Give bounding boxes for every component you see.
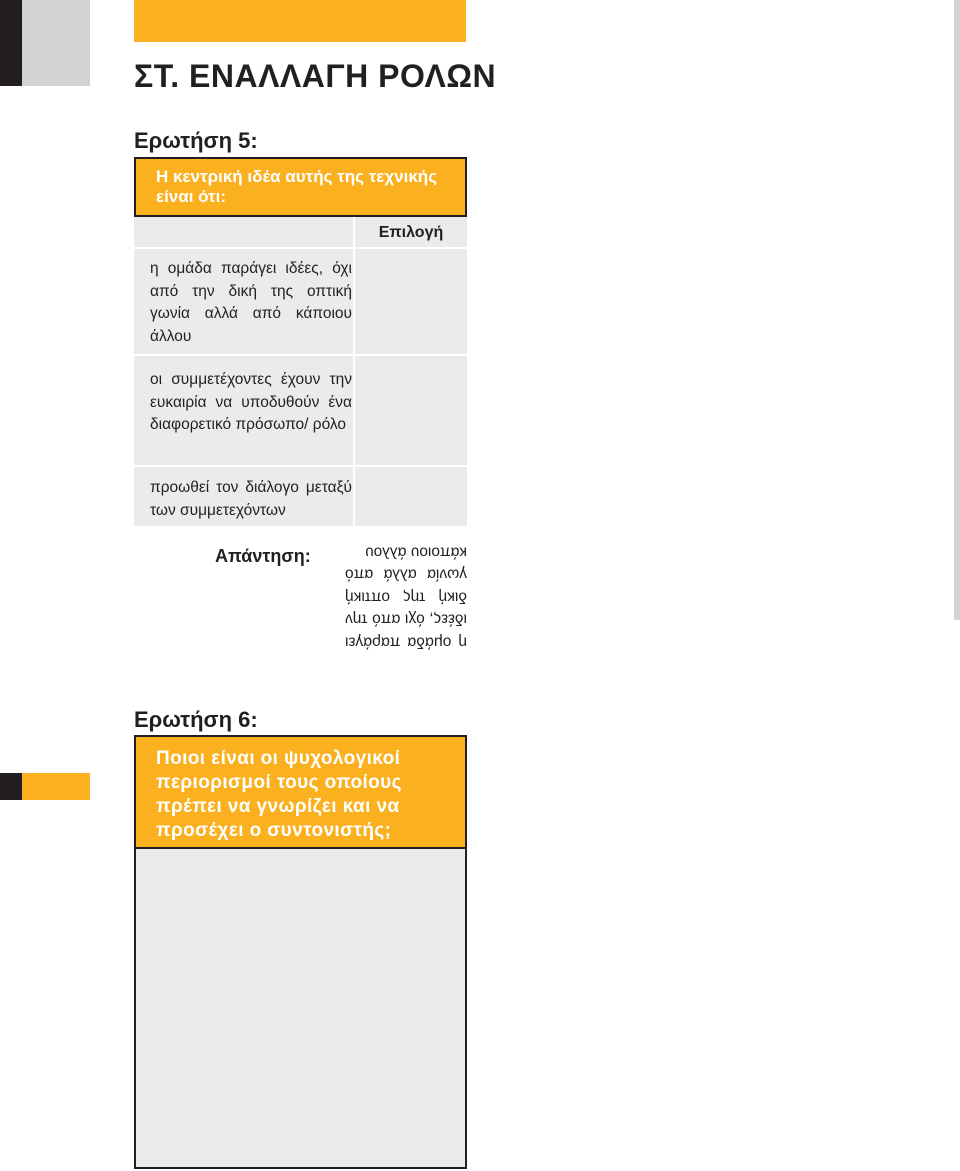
option-row-1[interactable]: η ομάδα παράγει ιδέες, όχι από την δική της οπτική γωνία αλλά από κάποιου άλλου (150, 260, 352, 345)
option-row-3[interactable]: προωθεί τον διάλογο μεταξύ των συμμετεχόντων (150, 479, 352, 519)
table-column-divider (353, 217, 355, 526)
answer-text-inverted: η ομάδα παράγει ιδέες, όχι από την δική της οπτική γωνία αλλά από κάποιου άλλου (345, 543, 467, 651)
question-6-label: Ερωτήση 6: (134, 707, 258, 732)
side-mark-black-mid (0, 773, 22, 800)
side-mark-gray (22, 0, 90, 86)
answer-label: Απάντηση: (215, 546, 311, 566)
table-row-divider (134, 465, 467, 467)
table-row-divider (134, 354, 467, 356)
table-row-divider (134, 247, 467, 249)
options-table (134, 217, 467, 526)
answer-area[interactable] (134, 849, 467, 1169)
section-title: ΣΤ. ΕΝΑΛΛΑΓΗ ΡΟΛΩΝ (134, 58, 497, 94)
side-mark-orange-mid (22, 773, 90, 800)
side-mark-black (0, 0, 22, 86)
question-5-prompt: Η κεντρική ιδέα αυτής της τεχνικής είναι ότι: (134, 157, 467, 217)
question-6-prompt: Ποιοι είναι οι ψυχολογικοί περιορισμοί τους οποίους πρέπει να γνωρίζει και να προσέχει ο συντονιστής; (134, 735, 467, 849)
right-edge-mark (954, 0, 960, 620)
question-5-label: Ερωτήση 5: (134, 128, 258, 153)
option-row-2[interactable]: οι συμμετέχοντες έχουν την ευκαιρία να υποδυθούν ένα διαφορετικό πρόσωπο/ ρόλο (150, 371, 352, 433)
header-bar (134, 0, 466, 42)
choice-column-header: Επιλογή (378, 224, 444, 241)
